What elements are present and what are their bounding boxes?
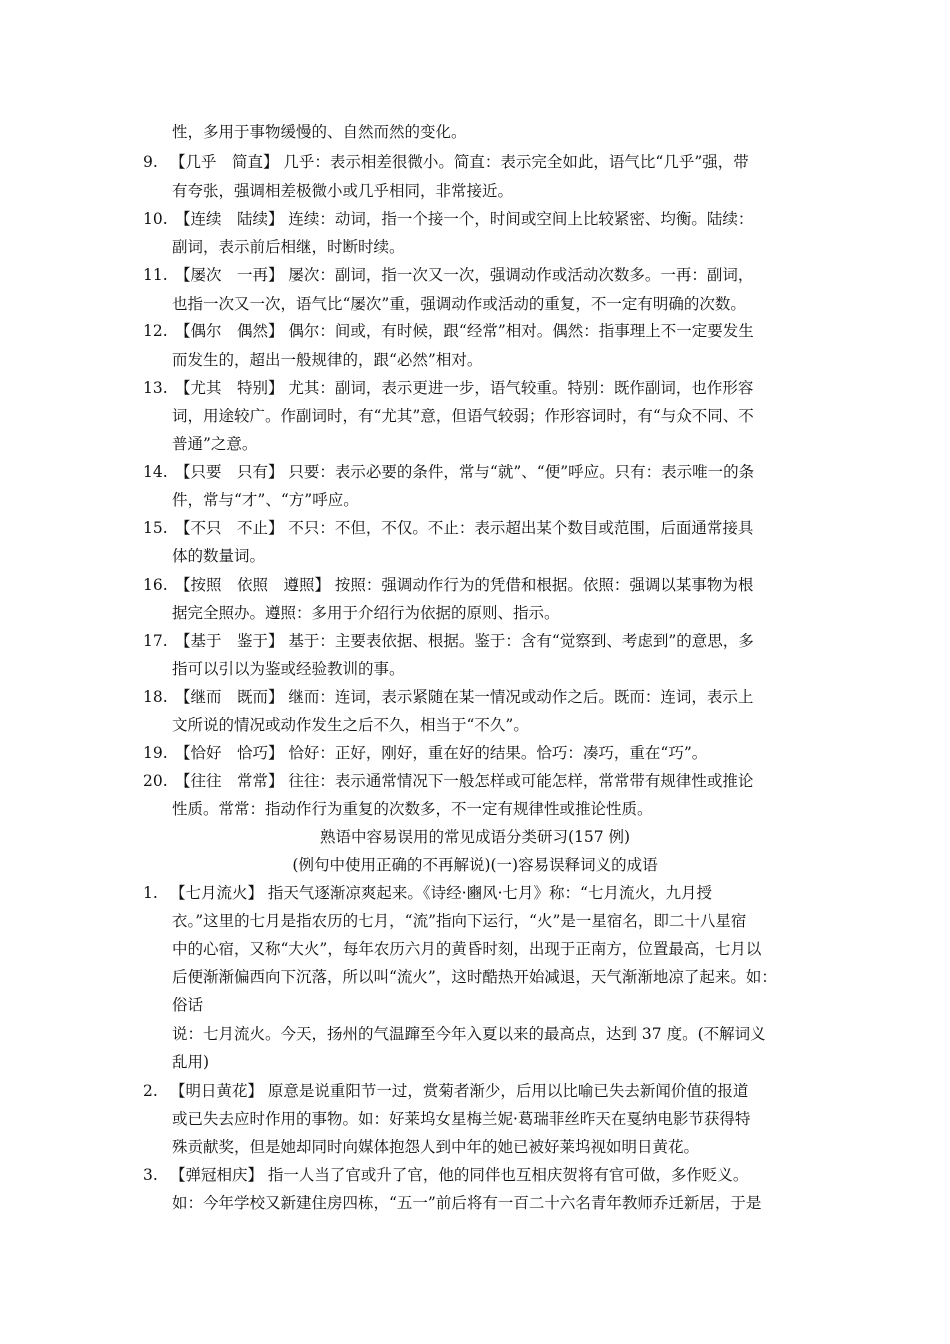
idiom-line: 俗话 <box>172 996 204 1014</box>
list-item-line: 普通”之意。 <box>172 435 258 453</box>
section-title: 熟语中容易误用的常见成语分类研习(157 例) <box>319 828 631 846</box>
list-item-line: 体的数量词。 <box>172 547 266 565</box>
list-item-number: 16. <box>143 576 168 594</box>
idiom-line: 殊贡献奖，但是她却同时向媒体抱怨人到中年的她已被好莱坞视如明日黄花。 <box>172 1138 700 1156</box>
list-item-line: 【尤其 特别】 尤其：副词，表示更进一步，语气较重。特别：既作副词，也作形容 <box>175 379 754 397</box>
idiom-line: 后便渐渐偏西向下沉落，所以叫“流火”，这时酷热开始减退，天气渐渐地凉了起来。如： <box>172 968 777 986</box>
list-item-line: 性质。常常：指动作行为重复的次数多，不一定有规律性或推论性质。 <box>172 800 653 818</box>
idiom-line: 或已失去应时作用的事物。如：好莱坞女星梅兰妮·葛瑞菲丝昨天在戛纳电影节获得特 <box>172 1110 751 1128</box>
idiom-line: 乱用) <box>172 1053 210 1071</box>
list-item-number: 20. <box>143 772 168 790</box>
list-item-line: 【屡次 一再】 屡次：副词，指一次又一次，强调动作或活动次数多。一再：副词， <box>175 266 754 284</box>
idiom-line: 中的心宿，又称“大火”，每年农历六月的黄昏时刻，出现于正南方，位置最高，七月以 <box>172 940 762 958</box>
list-item-number: 17. <box>143 632 168 650</box>
idiom-line: 【明日黄花】 原意是说重阳节一过，赏菊者渐少，后用以比喻已失去新闻价值的报道 <box>170 1082 749 1100</box>
list-item-line: 【连续 陆续】 连续：动词，指一个接一个，时间或空间上比较紧密、均衡。陆续： <box>175 210 754 228</box>
list-item-line: 【只要 只有】 只要：表示必要的条件，常与“就”、“便”呼应。只有：表示唯一的条 <box>175 463 755 481</box>
list-item-number: 13. <box>143 379 168 397</box>
list-item-number: 11. <box>143 266 168 284</box>
list-item-number: 14. <box>143 463 168 481</box>
idiom-line: 衣。”这里的七月是指农历的七月，“流”指向下运行，“火”是一星宿名，即二十八星宿 <box>172 912 747 930</box>
idiom-line: 说：七月流火。今天，扬州的气温蹿至今年入夏以来的最高点，达到 37 度。(不解词义 <box>172 1025 766 1043</box>
idiom-line: 如：今年学校又新建住房四栋，“五一”前后将有一百二十六名青年教师乔迁新居，于是 <box>172 1194 762 1212</box>
list-item-line: 件，常与“才”、“方”呼应。 <box>172 491 359 509</box>
list-item-line: 据完全照办。遵照：多用于介绍行为依据的原则、指示。 <box>172 604 560 622</box>
list-item-line: 【基于 鉴于】 基于：主要表依据、根据。鉴于：含有“觉察到、考虑到”的意思，多 <box>175 632 754 650</box>
idiom-line: 【弹冠相庆】 指一人当了官或升了官，他的同伴也互相庆贺将有官可做，多作贬义。 <box>170 1166 749 1184</box>
list-item-line: 有夸张，强调相差极微小或几乎相同，非常接近。 <box>172 182 514 200</box>
list-item-number: 15. <box>143 519 168 537</box>
list-item-line: 词，用途较广。作副词时，有“尤其”意，但语气较弱；作形容词时，有“与众不同、不 <box>172 407 754 425</box>
list-item-line: 【往往 常常】 往往：表示通常情况下一般怎样或可能怎样，常常带有规律性或推论 <box>175 772 754 790</box>
text-line: 性，多用于事物缓慢的、自然而然的变化。 <box>172 123 467 141</box>
list-item-line: 而发生的，超出一般规律的，跟“必然”相对。 <box>172 351 483 369</box>
list-item-number: 12. <box>143 322 168 340</box>
list-item-line: 也指一次又一次，语气比“屡次”重，强调动作或活动的重复，不一定有明确的次数。 <box>172 295 746 313</box>
list-item-number: 18. <box>143 688 168 706</box>
list-item-number: 19. <box>143 744 168 762</box>
list-item-line: 副词，表示前后相继，时断时续。 <box>172 238 405 256</box>
list-item-line: 文所说的情况或动作发生之后不久，相当于“不久”。 <box>172 716 529 734</box>
idiom-number: 3. <box>143 1166 158 1184</box>
list-item-line: 【按照 依照 遵照】 按照：强调动作行为的凭借和根据。依照：强调以某事物为根 <box>175 576 754 594</box>
list-item-line: 【继而 既而】 继而：连词，表示紧随在某一情况或动作之后。既而：连词，表示上 <box>175 688 754 706</box>
list-item-line: 【偶尔 偶然】 偶尔：间或，有时候，跟“经常”相对。偶然：指事理上不一定要发生 <box>175 322 754 340</box>
list-item-number: 10. <box>143 210 168 228</box>
list-item-line: 【几乎 简直】 几乎：表示相差很微小。简直：表示完全如此，语气比“几乎”强，带 <box>170 153 749 171</box>
idiom-number: 1. <box>143 884 158 902</box>
idiom-line: 【七月流火】 指天气逐渐凉爽起来。《诗经·豳风·七月》称：“七月流火，九月授 <box>170 884 712 902</box>
list-item-line: 指可以引以为鉴或经验教训的事。 <box>172 660 405 678</box>
idiom-number: 2. <box>143 1082 158 1100</box>
list-item-line: 【不只 不止】 不只：不但，不仅。不止：表示超出某个数目或范围，后面通常接具 <box>175 519 754 537</box>
section-subtitle: (例句中使用正确的不再解说)(一)容易误释词义的成语 <box>292 856 658 874</box>
list-item-number: 9. <box>143 153 158 171</box>
list-item-line: 【恰好 恰巧】 恰好：正好，刚好，重在好的结果。恰巧：凑巧，重在“巧”。 <box>175 744 708 762</box>
